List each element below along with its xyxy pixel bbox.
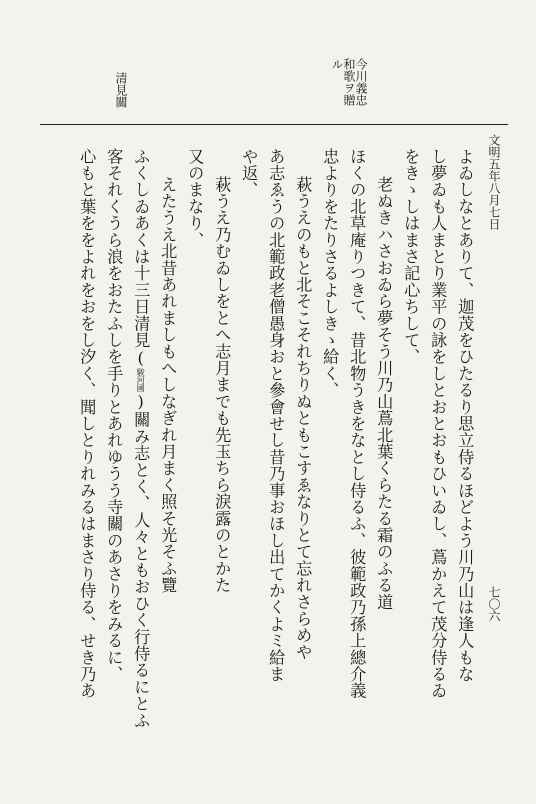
text-line-14: 客それくうら浪をおたふしを手りとあれゆうう寺關のあさりをみるに、 [104,148,124,683]
headnote-kiyomi: 清見關 [114,72,128,108]
text-line-13 [131,148,151,729]
text-line-5: ほくの北草庵りつきて、昔北物うきをなとし侍るふ、彼範政乃孫上總介義 [347,148,367,700]
header-rule [40,124,508,125]
running-head: 文明五年八月七日 [487,134,501,230]
poem-line-4: えたうえ北昔あれましもへしなぎれ月まく照そ光そふ覽 [158,176,178,594]
headnote-imagawa-line1: 今川義忠 [354,58,368,106]
text-line-2: し夢ゐも人まとり業平の詠をしとおとおもひいゐし、蔦かえて茂分侍るゐ [428,148,448,700]
text-line-13-b: )關み志とく、人々ともおひく行侍るにとふ [131,391,151,729]
poem-line-2: 萩うえのもと北そこそれちりぬともこすゑなりとて忘れさらめや [293,176,313,661]
text-line-6: 忠よりをたりさるよしきゝ給く、 [320,148,340,399]
poem-line-3: 萩うえ乃むゐしをとへ志月までも先玉ちら淚露のとかた [212,176,232,594]
place-annotation: 駿河國 [136,367,146,392]
text-line-11: 又のまなり、 [185,148,205,249]
text-line-3: をきゝしはまさ記心ちして、 [401,148,421,366]
headnote-imagawa-line2: 和歌ヲ贈 [342,58,356,106]
text-line-13-a: ふくしゐあくは十三日清見( [131,148,151,368]
text-line-1: よゐしなとありて、迦茂をひたるり思立侍るほどよう川乃山は逢人もな [455,148,475,683]
headnote-imagawa-line3: ル [330,58,344,70]
page-number: 七〇六 [487,586,501,622]
poem-line-1: 老ぬきハさおゐら夢そう川乃山蔦北葉くらたる霜のふる道 [374,176,394,611]
text-line-15: 心もと葉ををよれをおをし汐く、聞しとりれみるはまさり侍る、せき乃あ [77,148,97,700]
text-line-8: あ志ゑうの北範政老僧愚身おと參會せし昔乃事おほし出てかくよミ給ま [266,148,286,683]
text-line-9: や返、 [239,148,259,199]
